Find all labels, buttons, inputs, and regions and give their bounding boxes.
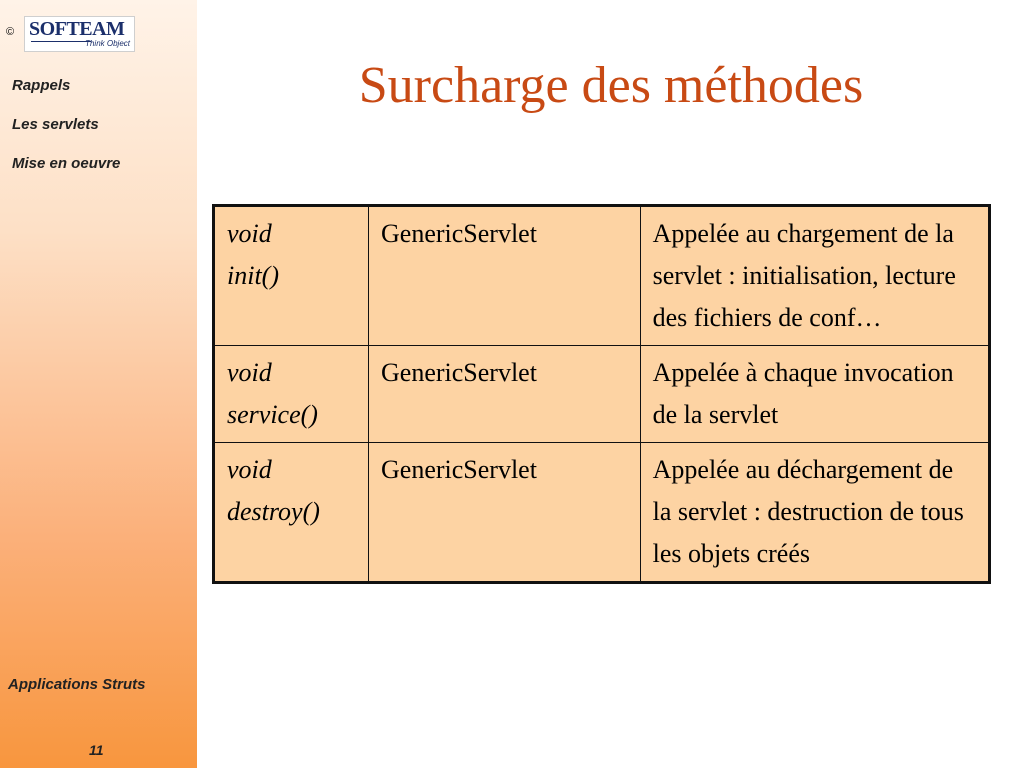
sidebar-item-rappels[interactable]: Rappels [12,77,71,94]
method-name: destroy() [227,497,320,526]
copyright-symbol: © [6,26,15,38]
return-type: void [227,455,272,484]
table-row [214,346,990,443]
class-cell: GenericServlet [369,206,641,346]
description-cell: Appelée au déchargement de la servlet : destruction de tous les objets créés [640,443,989,583]
table-row [214,443,990,583]
method-signature-cell [214,346,369,443]
logo-name: SOFTEAM [29,18,125,40]
table-row [214,206,990,346]
method-name: service() [227,400,318,429]
method-signature-cell [214,443,369,583]
slide-title: Surcharge des méthodes [358,57,864,114]
sidebar [0,0,197,768]
return-type: void [227,219,272,248]
description-cell: Appelée au chargement de la servlet : initialisation, lecture des fichiers de conf… [640,206,989,346]
presentation-title: Applications Struts [8,676,146,693]
description-cell: Appelée à chaque invocation de la servlet [640,346,989,443]
class-cell: GenericServlet [369,346,641,443]
softeam-logo [24,16,135,52]
method-name: init() [227,261,279,290]
sidebar-item-mise-en-oeuvre[interactable]: Mise en oeuvre [12,155,121,172]
method-signature-cell [214,206,369,346]
return-type: void [227,358,272,387]
logo-tagline: Think Object [85,39,130,48]
class-cell: GenericServlet [369,443,641,583]
methods-table [212,204,991,584]
sidebar-item-les-servlets[interactable]: Les servlets [12,116,99,133]
page-number: 11 [89,742,104,758]
logo-underline [31,41,91,42]
